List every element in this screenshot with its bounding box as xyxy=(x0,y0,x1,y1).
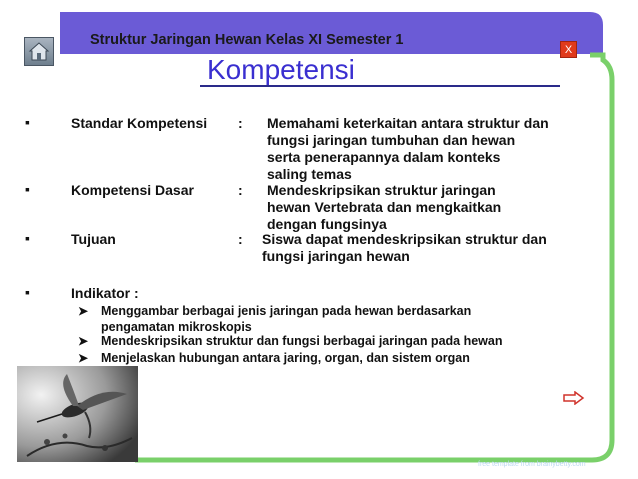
indikator-line: Menggambar berbagai jenis jaringan pada hewan berdasarkan xyxy=(101,304,472,318)
value-line: serta penerapannya dalam konteks xyxy=(267,149,501,165)
title-underline xyxy=(200,85,560,87)
value-line: saling temas xyxy=(267,166,352,182)
item-label: Tujuan xyxy=(71,231,116,247)
template-watermark: free template from brainybetty.com xyxy=(478,461,586,468)
item-colon: : xyxy=(238,182,243,198)
item-value xyxy=(267,182,501,233)
hummingbird-photo xyxy=(17,366,138,462)
item-label: Kompetensi Dasar xyxy=(71,182,194,198)
value-line: fungsi jaringan tumbuhan dan hewan xyxy=(267,132,516,148)
item-label: Standar Kompetensi xyxy=(71,115,208,131)
square-bullet-icon: ▪ xyxy=(25,181,30,197)
item-colon: : xyxy=(238,231,243,247)
item-colon: : xyxy=(238,115,243,131)
arrow-bullet-icon: ➤ xyxy=(78,304,89,318)
next-slide-button[interactable] xyxy=(563,391,585,405)
arrow-bullet-icon: ➤ xyxy=(78,351,89,365)
indikator-line: pengamatan mikroskopis xyxy=(101,320,252,334)
indikator-line: Menjelaskan hubungan antara jaring, organ, dan sistem organ xyxy=(101,351,470,365)
value-line: Memahami keterkaitan antara struktur dan xyxy=(267,115,549,131)
indikator-text xyxy=(101,350,470,366)
arrow-bullet-icon: ➤ xyxy=(78,334,89,348)
home-button[interactable] xyxy=(24,37,54,66)
header-title: Struktur Jaringan Hewan Kelas XI Semester 1 xyxy=(90,32,404,48)
slide-title: Kompetensi xyxy=(207,54,355,85)
item-value xyxy=(262,231,547,265)
value-line: Mendeskripsikan struktur jaringan xyxy=(267,182,496,198)
next-arrow-icon xyxy=(563,391,585,405)
value-line: hewan Vertebrata dan mengkaitkan xyxy=(267,199,502,215)
close-button[interactable]: X xyxy=(560,41,577,58)
item-value xyxy=(267,115,549,183)
square-bullet-icon: ▪ xyxy=(25,114,30,130)
home-icon xyxy=(28,41,50,62)
square-bullet-icon: ▪ xyxy=(25,284,30,300)
indikator-line: Mendeskripsikan struktur dan fungsi berbagai jaringan pada hewan xyxy=(101,334,503,348)
square-bullet-icon: ▪ xyxy=(25,230,30,246)
value-line: fungsi jaringan hewan xyxy=(262,248,410,264)
item-label: Indikator : xyxy=(71,285,139,301)
value-line: Siswa dapat mendeskripsikan struktur dan xyxy=(262,231,547,247)
value-line: dengan fungsinya xyxy=(267,216,387,232)
indikator-text xyxy=(101,303,471,335)
indikator-text xyxy=(101,333,502,349)
